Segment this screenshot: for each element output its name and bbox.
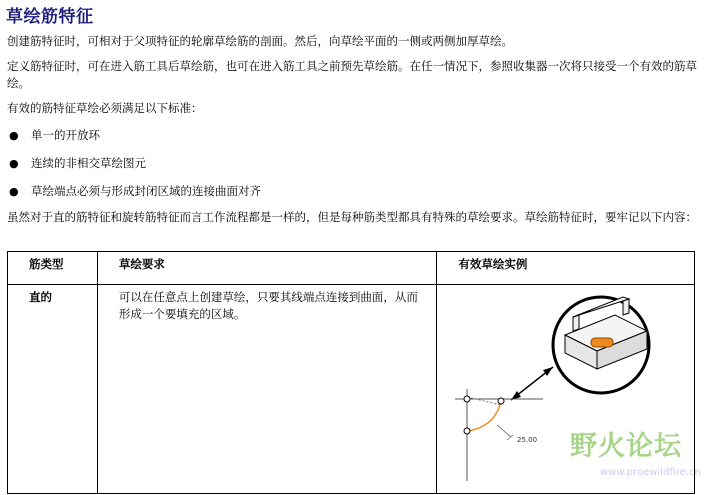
bullet-icon: ●	[9, 185, 19, 198]
column-header-valid-example: 有效草绘实例	[437, 252, 695, 285]
table-header-row	[8, 252, 695, 285]
intro-paragraph: 创建筋特征时，可相对于父项特征的轮廓草绘筋的剖面。然后，向草绘平面的一侧或两侧加厚草绘。	[7, 34, 513, 48]
rib-sketch-drawing	[455, 389, 543, 481]
criteria-item	[9, 127, 100, 144]
rib-type-cell: 直的	[8, 285, 98, 494]
watermark-title: 野火论坛	[570, 431, 682, 462]
forum-watermark	[564, 424, 704, 492]
page-title: 草绘筋特征	[6, 7, 94, 27]
watermark-url: www.proewildfire.cn	[600, 467, 701, 478]
dimension-label: 25.00	[517, 436, 538, 444]
double-arrow-icon	[511, 367, 553, 400]
criteria-paragraph: 有效的筋特征草绘必须满足以下标准：	[7, 101, 203, 115]
criteria-item	[9, 183, 261, 200]
criteria-item-label: 连续的非相交草绘图元	[31, 156, 146, 170]
column-header-rib-type: 筋类型	[8, 252, 98, 285]
criteria-item-label: 单一的开放环	[31, 128, 100, 142]
definition-paragraph: 定义筋特征时，可在进入筋工具后草绘筋，也可在进入筋工具之前预先草绘筋。在任一情况下，参照收集器一次将只接受一个有效的筋草绘。	[7, 59, 697, 90]
bullet-icon: ●	[9, 129, 19, 142]
criteria-item-label: 草绘端点必须与形成封闭区域的连接曲面对齐	[31, 184, 261, 198]
criteria-item	[9, 155, 146, 172]
requirement-cell: 可以在任意点上创建草绘，只要其线端点连接到曲面，从而形成一个要填充的区域。	[97, 285, 436, 494]
column-header-sketch-requirement: 草绘要求	[97, 252, 436, 285]
workflow-paragraph: 虽然对于直的筋特征和旋转筋特征而言工作流程都是一样的，但是每种筋类型都具有特殊的草绘要求。草绘筋特征时，要牢记以下内容：	[7, 210, 697, 224]
bullet-icon: ●	[9, 157, 19, 170]
